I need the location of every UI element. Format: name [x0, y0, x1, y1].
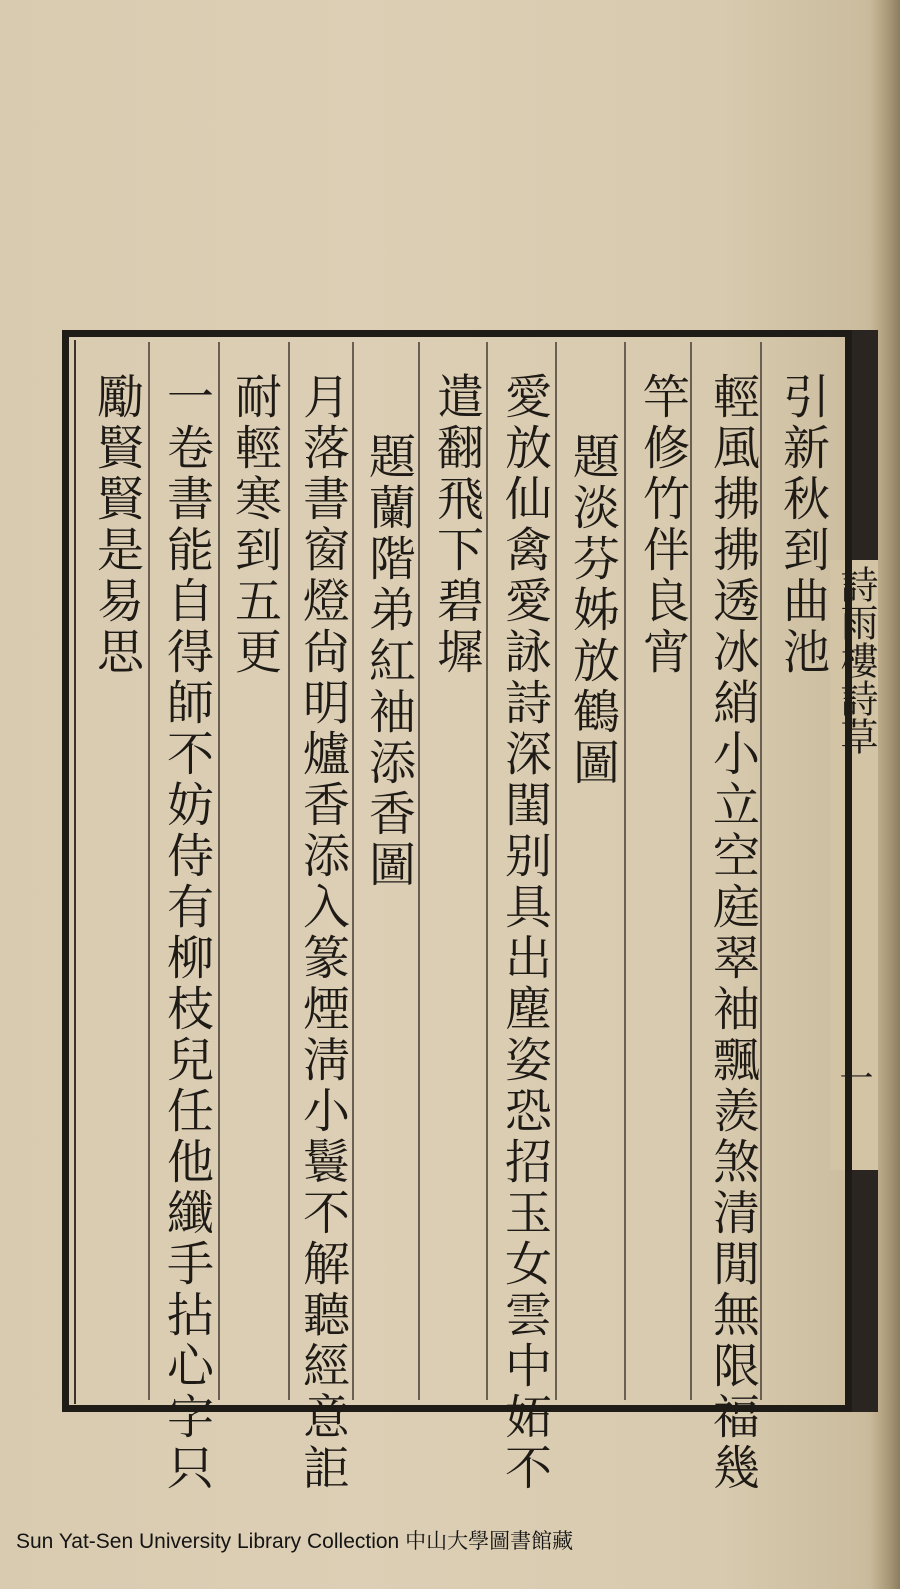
- column-rule: [352, 342, 354, 1400]
- text-column-4: 題淡芬姊放鶴圖: [565, 432, 620, 789]
- column-rule: [218, 342, 220, 1400]
- column-rule: [288, 342, 290, 1400]
- text-column-3: 竿修竹伴良宵: [635, 372, 690, 678]
- text-column-6: 遣翻飛下碧墀: [429, 372, 484, 678]
- text-column-8: 月落書窗燈尙明爐香添入篆煙淸小鬟不解聽經意詎: [295, 372, 350, 1494]
- column-rule: [555, 342, 557, 1400]
- column-rule: [148, 342, 150, 1400]
- column-rule: [624, 342, 626, 1400]
- folio-number: 一: [833, 1060, 873, 1094]
- text-column-1: 引新秋到曲池: [775, 372, 830, 678]
- text-column-10: 一卷書能自得師不妨侍有柳枝兒任他纖手拈心字只: [159, 372, 214, 1494]
- column-rule: [486, 342, 488, 1400]
- margin-title: 詩雨樓詩草: [834, 565, 878, 755]
- text-column-7: 題蘭階弟紅袖添香圖: [361, 432, 416, 891]
- text-column-5: 愛放仙禽愛詠詩深閨别具出塵姿恐招玉女雲中妬不: [497, 372, 552, 1494]
- text-column-9: 耐輕寒到五更: [227, 372, 282, 678]
- text-column-11: 勵賢賢是易思: [89, 372, 144, 678]
- column-rule: [418, 342, 420, 1400]
- text-column-2: 輕風拂拂透冰綃小立空庭翠袖飄羨煞清閒無限福幾: [705, 372, 760, 1494]
- library-credit: Sun Yat-Sen University Library Collection 中山大學圖書館藏: [16, 1530, 574, 1553]
